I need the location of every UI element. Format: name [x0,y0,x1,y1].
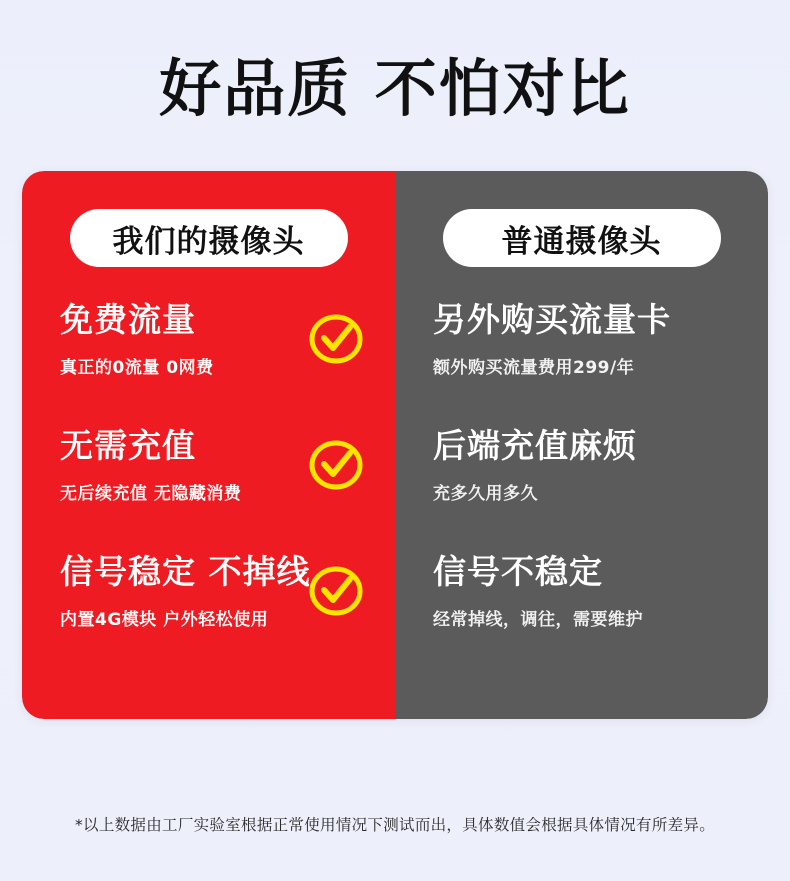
ordinary-camera-pill: 普通摄像头 [443,209,721,267]
check-circle-icon [307,561,365,619]
feature-title: 信号稳定 不掉线 [60,552,311,592]
comparison-table [22,171,768,719]
ordinary-camera-rows [419,301,744,679]
column-our-camera [22,171,395,719]
check-circle-icon [307,435,365,493]
feature-title: 后端充值麻烦 [433,426,637,466]
feature-title: 另外购买流量卡 [433,300,671,340]
feature-title: 免费流量 [60,300,196,340]
table-row [419,427,744,553]
table-row [46,553,371,679]
our-camera-rows [46,301,371,679]
feature-sub: 无后续充值 无隐藏消费 [60,484,242,505]
table-row [46,301,371,427]
our-camera-pill: 我们的摄像头 [70,209,348,267]
feature-title: 信号不稳定 [433,552,603,592]
table-row [419,553,744,679]
table-row [46,427,371,553]
feature-sub: 充多久用多久 [433,484,538,505]
column-ordinary-camera [395,171,768,719]
feature-sub: 内置4G模块 户外轻松使用 [60,610,269,631]
feature-sub: 经常掉线，调往，需要维护 [433,610,643,631]
table-row [419,301,744,427]
footnote: *以上数据由工厂实验室根据正常使用情况下测试而出，具体数值会根据具体情况有所差异。 [74,816,716,834]
feature-sub: 真正的0流量 0网费 [60,358,214,379]
feature-sub: 额外购买流量费用299/年 [433,358,635,379]
check-circle-icon [307,309,365,367]
page-title: 好品质 不怕对比 [159,52,631,125]
feature-title: 无需充值 [60,426,196,466]
